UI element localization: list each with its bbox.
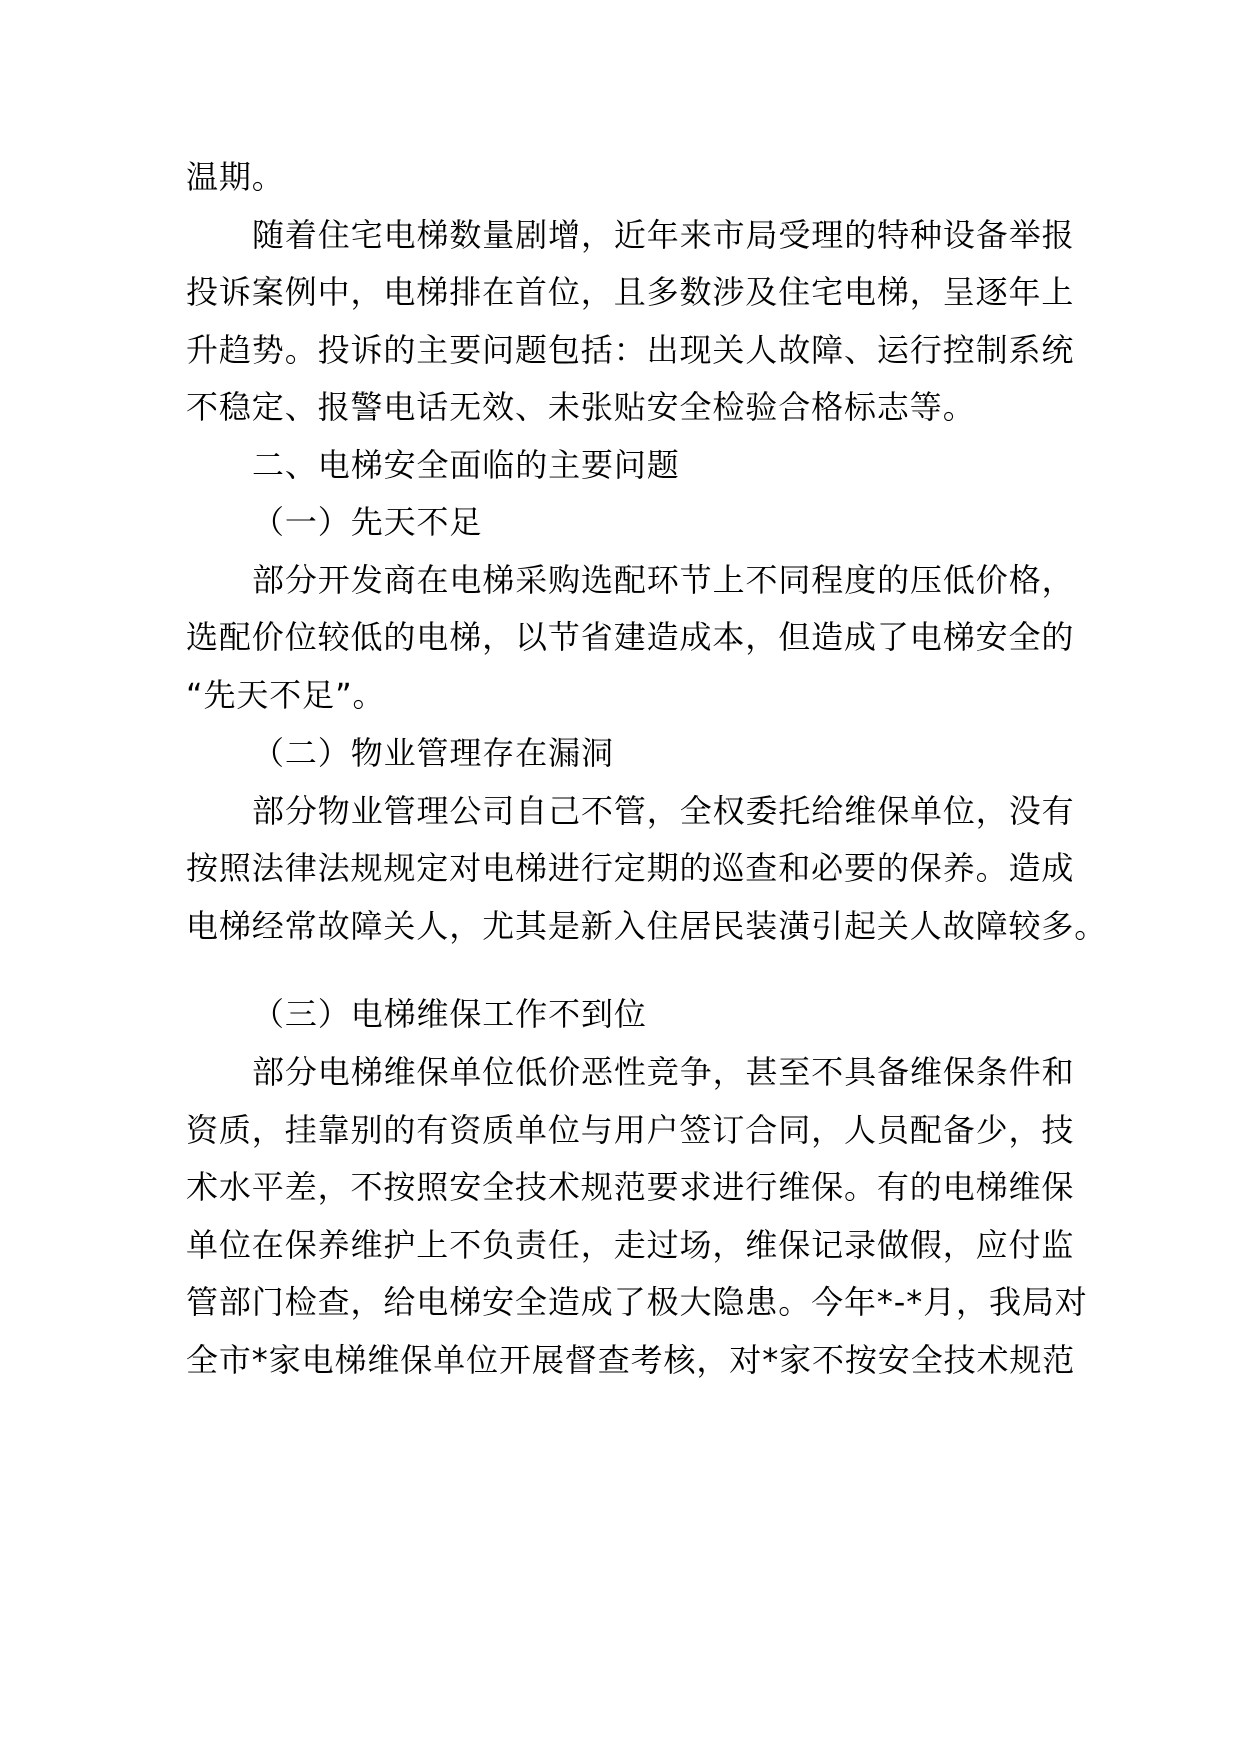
paragraph-line: 资质，挂靠别的有资质单位与用户签订合同，人员配备少，技 (186, 1111, 1075, 1149)
paragraph-line: 术水平差，不按照安全技术规范要求进行维保。有的电梯维保 (186, 1168, 1075, 1206)
paragraph-line: 管部门检查，给电梯安全造成了极大隐患。今年*-*月，我局对 (186, 1283, 1088, 1321)
paragraph-line: 单位在保养维护上不负责任，走过场，维保记录做假，应付监 (186, 1226, 1075, 1264)
subsection-heading: （三）电梯维保工作不到位 (252, 995, 647, 1033)
paragraph-line: 投诉案例中，电梯排在首位，且多数涉及住宅电梯，呈逐年上 (186, 273, 1075, 311)
paragraph-line: 部分开发商在电梯采购选配环节上不同程度的压低价格， (252, 561, 1075, 599)
paragraph-line: 全市*家电梯维保单位开展督查考核，对*家不按安全技术规范 (186, 1341, 1076, 1379)
paragraph-line: 温期。 (186, 158, 285, 196)
paragraph-line: 随着住宅电梯数量剧增，近年来市局受理的特种设备举报 (252, 216, 1075, 254)
paragraph-line: 选配价位较低的电梯，以节省建造成本，但造成了电梯安全的 (186, 618, 1075, 656)
paragraph-line: 部分电梯维保单位低价恶性竞争，甚至不具备维保条件和 (252, 1053, 1075, 1091)
paragraph-line: 部分物业管理公司自己不管，全权委托给维保单位，没有 (252, 792, 1075, 830)
subsection-heading: （一）先天不足 (252, 503, 483, 541)
paragraph-line: “先天不足”。 (186, 676, 386, 714)
paragraph-line: 按照法律法规规定对电梯进行定期的巡查和必要的保养。造成 (186, 849, 1075, 887)
section-heading: 二、电梯安全面临的主要问题 (252, 446, 680, 484)
paragraph-line: 不稳定、报警电话无效、未张贴安全检验合格标志等。 (186, 388, 976, 426)
paragraph-line: 电梯经常故障关人，尤其是新入住居民装潢引起关人故障较多。 (186, 907, 1108, 945)
subsection-heading: （二）物业管理存在漏洞 (252, 734, 614, 772)
paragraph-line: 升趋势。投诉的主要问题包括：出现关人故障、运行控制系统 (186, 331, 1075, 369)
